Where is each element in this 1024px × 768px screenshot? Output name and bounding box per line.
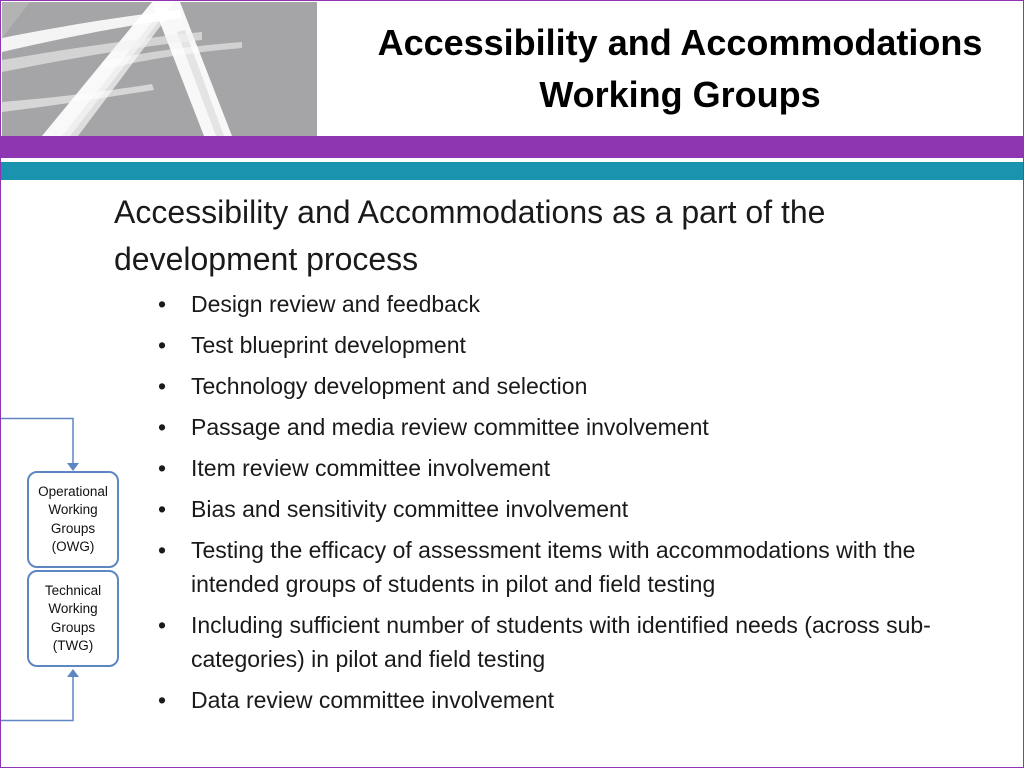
bullet-text: Item review committee involvement	[191, 455, 551, 481]
twg-box	[27, 570, 119, 667]
bullet-item	[114, 492, 1009, 526]
bullet-dot: •	[158, 537, 167, 563]
bullet-dot: •	[158, 455, 167, 481]
twg-label: Technical Working Groups (TWG)	[44, 582, 102, 653]
bullet-item	[114, 608, 1009, 676]
bottom-connector-line	[1, 675, 73, 721]
bullet-item	[114, 287, 1009, 321]
working-groups-cycle-diagram	[1, 417, 126, 727]
bullet-item	[114, 328, 1009, 362]
up-arrow-icon	[67, 669, 79, 677]
bullet-dot: •	[158, 373, 167, 399]
bullet-text: Design review and feedback	[191, 291, 480, 317]
bullet-text: Bias and sensitivity committee involvement	[191, 496, 629, 522]
teal-accent-band	[1, 162, 1023, 180]
bullet-item	[114, 533, 1009, 601]
bullet-text: Data review committee involvement	[191, 687, 555, 713]
bullet-text: Test blueprint development	[191, 332, 466, 358]
owg-label: Operational Working Groups (OWG)	[38, 483, 108, 554]
bullet-item	[114, 451, 1009, 485]
bullet-text: Passage and media review committee involvement	[191, 414, 709, 440]
down-arrow-icon	[67, 463, 79, 471]
bullet-list	[114, 287, 1009, 724]
bullet-dot: •	[158, 291, 167, 317]
bullet-text: Including sufficient number of students with identified needs (across sub-categories) in pilot and field testing	[191, 612, 931, 672]
bullet-dot: •	[158, 332, 167, 358]
bullet-item	[114, 369, 1009, 403]
section-heading: Accessibility and Accommodations as a part of the development process	[114, 194, 826, 277]
bullet-text: Technology development and selection	[191, 373, 588, 399]
logo	[2, 2, 317, 136]
brush-letter-a-icon	[2, 2, 317, 136]
slide-title: Accessibility and Accommodations Working Groups	[377, 22, 983, 115]
bullet-dot: •	[158, 496, 167, 522]
bullet-item	[114, 683, 1009, 717]
top-connector-line	[1, 419, 73, 466]
bullet-dot: •	[158, 687, 167, 713]
bullet-item	[114, 410, 1009, 444]
bullet-dot: •	[158, 612, 167, 638]
owg-box	[27, 471, 119, 568]
bullet-dot: •	[158, 414, 167, 440]
bullet-text: Testing the efficacy of assessment items with accommodations with the intended groups of students in pilot and field testing	[191, 537, 916, 597]
purple-accent-band	[1, 136, 1023, 158]
